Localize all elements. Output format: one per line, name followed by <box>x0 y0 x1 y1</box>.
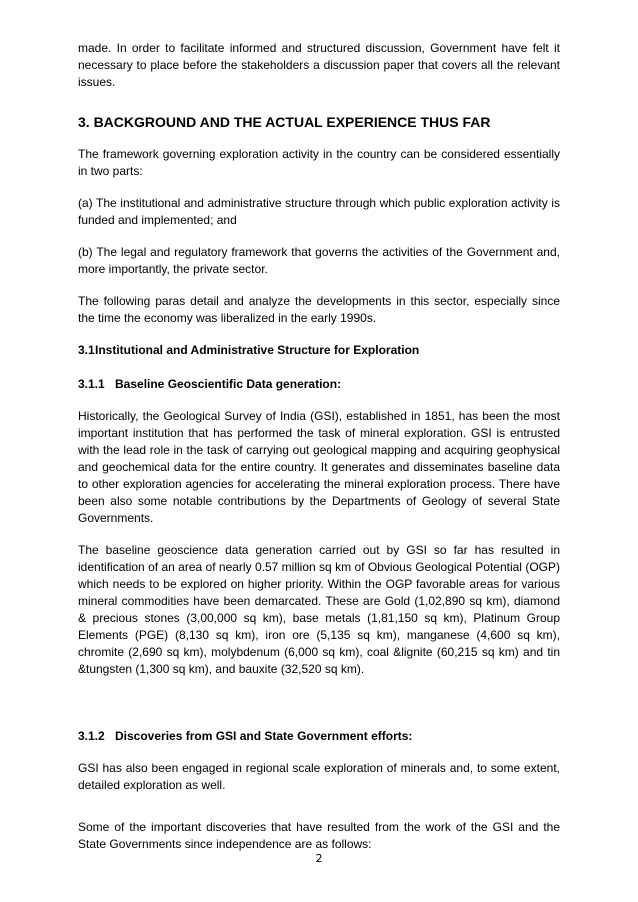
section-3-1-1-paragraph-2: The baseline geoscience data generation carried out by GSI so far has resulted in identification of an area of nearly 0.57 million sq km of Obvious Geological Potential (OGP) which needs to be explored on higher priority. Within the OGP favorable areas for various mineral commodities have been demarcated. These are Gold (1,02,890 sq km), diamond & precious stones (3,00,000 sq km), base metals (1,81,150 sq km), Platinum Group Elements (PGE) (8,130 sq km), iron ore (5,135 sq km), manganese (4,600 sq km), chromite (2,690 sq km), molybdenum (6,000 sq km), coal &lignite (60,215 sq km) and tin &tungsten (1,300 sq km), and bauxite (32,520 sq km). <box>78 543 560 676</box>
section-3-paragraph-3: (b) The legal and regulatory framework that governs the activities of the Government and, more importantly, the private sector. <box>78 245 560 276</box>
section-3-1-2-heading <box>78 728 560 745</box>
section-3-paragraph-4: The following paras detail and analyze the developments in this sector, especially since the time the economy was liberalized in the early 1990s. <box>78 294 560 325</box>
section-3-1-1-paragraph-1: Historically, the Geological Survey of India (GSI), established in 1851, has been the most important institution that has performed the task of mineral exploration. GSI is entrusted with the lead role in the task of carrying out geological mapping and acquiring geophysical and geochemical data for the entire country. It generates and disseminates baseline data to other exploration agencies for accelerating the mineral exploration process. There have been also some notable contributions by the Departments of Geology of several State Governments. <box>78 409 560 525</box>
document-page <box>78 40 560 853</box>
section-3-paragraph-2: (a) The institutional and administrative structure through which public exploration activity is funded and implemented; and <box>78 196 560 227</box>
page-number: 2 <box>315 852 323 865</box>
section-3-1-2-paragraph-2: Some of the important discoveries that have resulted from the work of the GSI and the State Governments since independence are as follows: <box>78 820 560 851</box>
section-3-1-2-title: Discoveries from GSI and State Government efforts: <box>115 729 413 743</box>
intro-paragraph: made. In order to facilitate informed and structured discussion, Government have felt it necessary to place before the stakeholders a discussion paper that covers all the relevant issues. <box>78 41 560 89</box>
section-3-1-2-number: 3.1.2 <box>78 729 105 743</box>
section-3-1-2-paragraph-1: GSI has also been engaged in regional scale exploration of minerals and, to some extent, detailed exploration as well. <box>78 761 560 792</box>
section-3-1-1-number: 3.1.1 <box>78 377 105 391</box>
section-3-1-heading <box>78 342 560 359</box>
section-3-1-number: 3.1 <box>78 343 95 357</box>
section-3-heading: 3. BACKGROUND AND THE ACTUAL EXPERIENCE THUS FAR <box>78 114 491 130</box>
section-3-1-1-heading <box>78 376 560 393</box>
section-3-paragraph-1: The framework governing exploration activity in the country can be considered essentially in two parts: <box>78 147 560 178</box>
section-3-1-title: Institutional and Administrative Structure for Exploration <box>95 343 420 357</box>
section-3-1-1-title: Baseline Geoscientific Data generation: <box>115 377 342 391</box>
